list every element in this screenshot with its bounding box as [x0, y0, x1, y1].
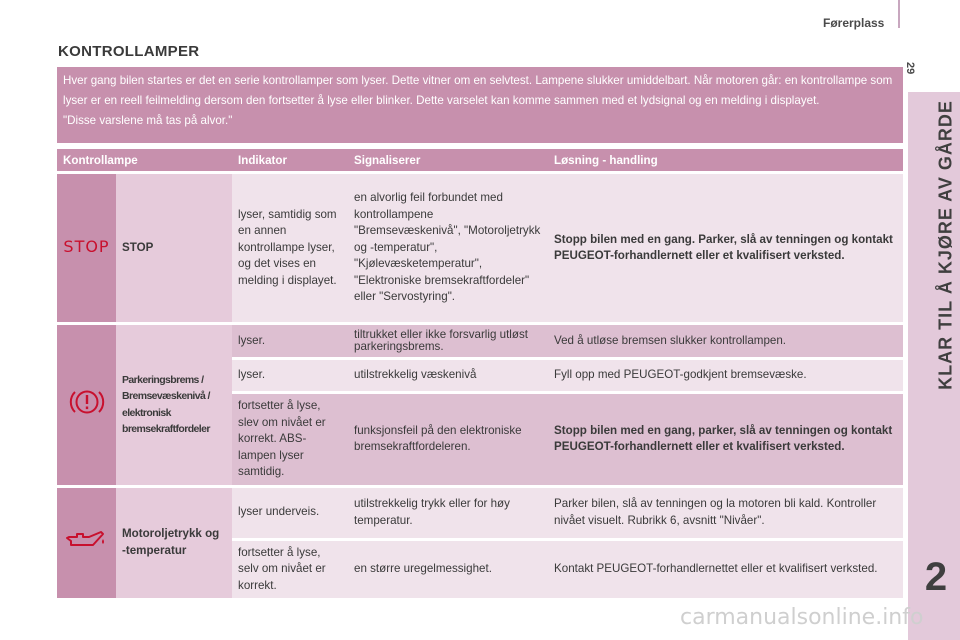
- lamp-name-stop: STOP: [116, 174, 232, 322]
- lamp-name-oil: Motoroljetrykk og -temperatur: [116, 488, 232, 599]
- oil-lamp-cell: [57, 488, 116, 599]
- signal-brake-3: funksjonsfeil på den elektroniske bremsekraftfordeleren.: [348, 394, 548, 485]
- solution-brake-1: Ved å utløse bremsen slukker kontrollampen.: [548, 325, 903, 357]
- indicator-stop: lyser, samtidig som en annen kontrollampe lyser, og det vises en melding i displayet.: [232, 174, 348, 322]
- solution-oil-2: Kontakt PEUGEOT-forhandlernettet eller et kvalifisert verksted.: [548, 541, 903, 599]
- header-signal: Signaliserer: [348, 149, 548, 171]
- header-solution: Løsning - handling: [548, 149, 903, 171]
- page-title: KONTROLLAMPER: [58, 43, 200, 60]
- signal-brake-2: utilstrekkelig væskenivå: [348, 360, 548, 391]
- stop-lamp-cell: [57, 174, 116, 322]
- intro-text: Hver gang bilen startes er det en serie kontrollamper som lyser. Dette vitner om en selvtest. Lampene slukker umiddelbart. Når motoren går: en kontrollampe som lyser er en reell feilmelding dersom den fortsetter å lyse eller blinker. Dette varselet kan komme sammen med et lydsignal og en melding i displayet.: [63, 74, 893, 107]
- intro-box: [57, 67, 903, 143]
- signal-oil-2: en større uregelmessighet.: [348, 541, 548, 599]
- signal-oil-1: utilstrekkelig trykk eller for høy temperatur.: [348, 488, 548, 538]
- solution-oil-1: Parker bilen, slå av tenningen og la motoren bli kald. Kontroller nivået visuelt. Rubrikk 6, avsnitt "Nivåer".: [548, 488, 903, 538]
- indicator-brake-1: lyser.: [232, 325, 348, 357]
- stop-icon: STOP: [63, 236, 110, 256]
- indicator-brake-2: lyser.: [232, 360, 348, 391]
- section-title-header: Førerplass: [823, 16, 885, 30]
- indicator-oil-2: fortsetter å lyse, selv om nivået er korrekt.: [232, 541, 348, 599]
- table-header-row: [57, 149, 903, 171]
- solution-stop: Stopp bilen med en gang. Parker, slå av tenningen og kontakt PEUGEOT-forhandlernett eller et kvalifisert verksted.: [548, 174, 903, 322]
- oil-can-icon: [65, 527, 109, 553]
- solution-brake-3: Stopp bilen med en gang, parker, slå av tenningen og kontakt PEUGEOT-forhandlernett eller et kvalifisert verksted.: [548, 394, 903, 485]
- signal-stop: en alvorlig feil forbundet med kontrollampene "Bremsevæskenivå", "Motoroljetrykk og -temperatur", "Kjølevæsketemperatur", "Elektroniske bremsekraftfordeler" eller "Servostyring".: [348, 174, 548, 322]
- chapter-label: KLAR TIL Å KJØRE AV GÅRDE: [935, 100, 956, 390]
- table-row-oil-1: [57, 488, 903, 538]
- warning-lamps-table: [57, 146, 903, 601]
- brake-warning-icon: [67, 384, 107, 420]
- indicator-oil-1: lyser underveis.: [232, 488, 348, 538]
- table-row-brake-1: [57, 325, 903, 357]
- lamp-name-brake: Parkeringsbrems / Bremsevæskenivå / elektronisk bremsekraftfordeler: [116, 325, 232, 485]
- header-lamp: Kontrollampe: [57, 149, 232, 171]
- watermark: carmanualsonline.info: [680, 605, 924, 630]
- chapter-number: 2: [924, 555, 948, 599]
- brake-lamp-cell: [57, 325, 116, 485]
- table-row-stop: [57, 174, 903, 322]
- page-number: 29: [904, 62, 916, 75]
- signal-brake-1: tiltrukket eller ikke forsvarlig utløst parkeringsbrems.: [348, 325, 548, 357]
- header-indicator: Indikator: [232, 149, 348, 171]
- indicator-brake-3: fortsetter å lyse, slev om nivået er korrekt. ABS-lampen lyser samtidig.: [232, 394, 348, 485]
- solution-brake-2: Fyll opp med PEUGEOT-godkjent bremsevæske.: [548, 360, 903, 391]
- header-divider: [898, 0, 900, 28]
- intro-warning: "Disse varslene må tas på alvor.": [63, 114, 233, 127]
